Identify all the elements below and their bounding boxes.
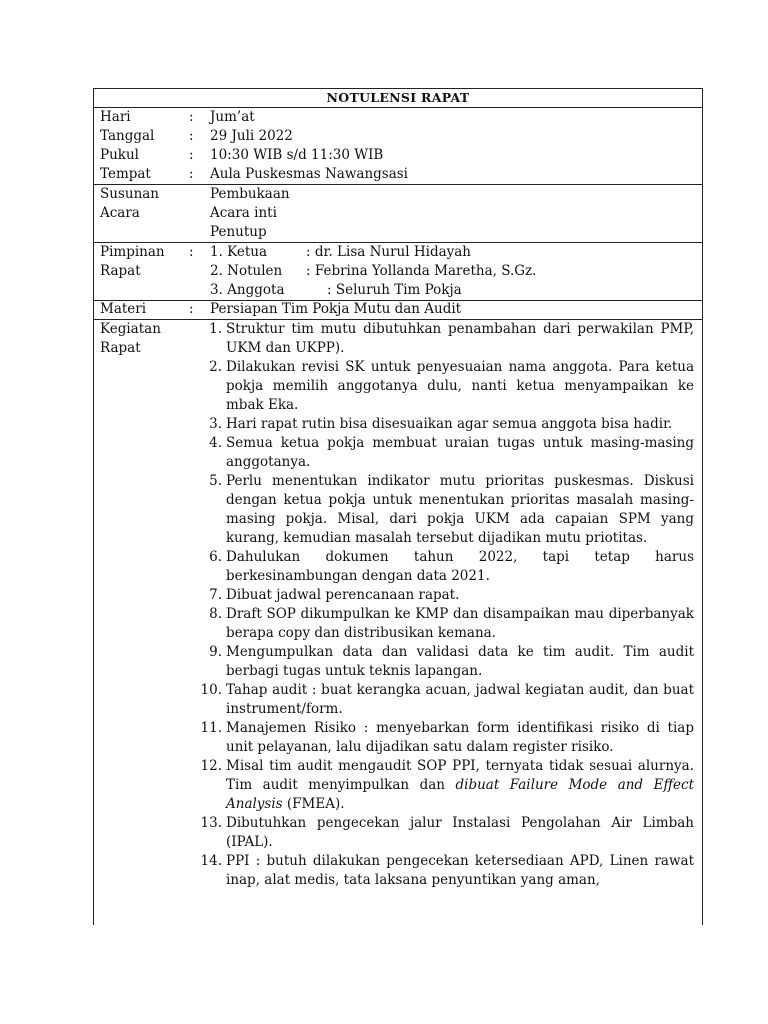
item-text: Struktur tim mutu dibutuhkan penambahan dari perwakilan PMP, UKM dan UKPP).: [226, 321, 694, 356]
list-item: [200, 434, 694, 472]
list-item: [200, 415, 694, 434]
label-line: Susunan: [100, 186, 160, 202]
leader-notulen: [210, 262, 536, 281]
agenda-section: [94, 185, 702, 243]
info-colons: [189, 108, 194, 184]
materi-label: Materi: [100, 301, 147, 317]
colon: :: [189, 128, 194, 144]
role-label: 3. Anggota: [210, 282, 285, 298]
label-line: Pimpinan: [100, 244, 165, 260]
leadership-label: [100, 243, 180, 281]
value-hari: Jum’at: [210, 109, 255, 125]
item-number: 7.: [209, 587, 222, 603]
item-text: Dahulukan dokumen tahun 2022, tapi tetap harus berkesinambungan dengan data 2021.: [226, 549, 694, 584]
value-pukul: 10:30 WIB s/d 11:30 WIB: [210, 147, 384, 163]
label-tempat: Tempat: [100, 166, 151, 182]
role-name: : dr. Lisa Nurul Hidayah: [306, 244, 471, 260]
list-item: [200, 548, 694, 586]
colon: :: [189, 109, 194, 125]
label-line: Acara: [100, 205, 140, 221]
role-name: : Febrina Yollanda Maretha, S.Gz.: [306, 263, 537, 279]
value-tempat: Aula Puskesmas Nawangsasi: [210, 166, 408, 182]
role-label: 2. Notulen: [210, 263, 283, 279]
item-text: Draft SOP dikumpulkan ke KMP dan disampaikan mau diperbanyak berapa copy dan distribusikan kemana.: [226, 606, 694, 641]
label-hari: Hari: [100, 109, 131, 125]
activities-label: [100, 320, 180, 358]
colon: :: [189, 166, 194, 182]
item-number: 13.: [200, 815, 222, 831]
item-text: Dilakukan revisi SK untuk penyesuaian nama anggota. Para ketua pokja memilih anggotanya dulu, nanti ketua menyampaikan ke mbak Eka.: [226, 359, 694, 413]
item-text: Tahap audit : buat kerangka acuan, jadwal kegiatan audit, dan buat instrument/form.: [226, 682, 694, 717]
leadership-section: [94, 243, 702, 301]
item-text: Manajemen Risiko : menyebarkan form identifikasi risiko di tiap unit pelayanan, lalu dijadikan satu dalam register risiko.: [226, 720, 694, 755]
label-line: Kegiatan: [100, 321, 161, 337]
item-text: Misal tim audit mengaudit SOP PPI, ternyata tidak sesuai alurnya. Tim audit menyimpulkan dan: [226, 758, 694, 793]
list-item: [200, 586, 694, 605]
agenda-item: Pembukaan: [210, 186, 290, 202]
document-title: NOTULENSI RAPAT: [94, 89, 702, 108]
item-text: (FMEA).: [282, 796, 345, 812]
activities-section: [94, 320, 702, 925]
item-number: 12.: [200, 758, 222, 774]
item-text: Dibuat jadwal perencanaan rapat.: [226, 587, 460, 603]
materi-section: [94, 301, 702, 320]
list-item: [200, 605, 694, 643]
leadership-items: [210, 243, 536, 300]
item-number: 2.: [209, 359, 222, 375]
minutes-document: [93, 88, 703, 925]
item-number: 4.: [209, 435, 222, 451]
list-item: [200, 643, 694, 681]
item-text: Perlu menentukan indikator mutu prioritas puskesmas. Diskusi dengan ketua pokja untuk menentukan prioritas masalah masing-masing pokja. Misal, dari pokja UKM ada capaian SPM yang kurang, kemudian masalah tersebut dijadikan mutu priotitas.: [226, 473, 694, 546]
colon: :: [189, 301, 194, 317]
colon: :: [189, 244, 194, 260]
agenda-label: [100, 185, 180, 223]
item-text: Dibutuhkan pengecekan jalur Instalasi Pengolahan Air Limbah (IPAL).: [226, 815, 694, 850]
list-item: [200, 681, 694, 719]
list-item: [200, 852, 694, 890]
activities-list: [200, 320, 694, 890]
leader-ketua: [210, 243, 536, 262]
item-text-italic: dibuat Failure Mode and Effect Analysis: [226, 777, 694, 812]
label-line: Rapat: [100, 263, 141, 279]
item-number: 10.: [200, 682, 222, 698]
materi-value: Persiapan Tim Pokja Mutu dan Audit: [210, 301, 462, 317]
label-pukul: Pukul: [100, 147, 139, 163]
item-text: Mengumpulkan data dan validasi data ke tim audit. Tim audit berbagi tugas untuk teknis lapangan.: [226, 644, 694, 679]
item-text: Hari rapat rutin bisa disesuaikan agar semua anggota bisa hadir.: [226, 416, 673, 432]
role-label: 1. Ketua: [210, 244, 268, 260]
value-tanggal: 29 Juli 2022: [210, 128, 293, 144]
item-number: 8.: [209, 606, 222, 622]
list-item: [200, 814, 694, 852]
info-values: [210, 108, 408, 184]
item-text: Semua ketua pokja membuat uraian tugas untuk masing-masing anggotanya.: [226, 435, 694, 470]
label-line: Rapat: [100, 340, 141, 356]
agenda-items: [210, 185, 290, 242]
item-number: 1.: [209, 321, 222, 337]
label-tanggal: Tanggal: [100, 128, 155, 144]
item-number: 14.: [200, 853, 222, 869]
agenda-item: Acara inti: [210, 205, 277, 221]
leader-anggota: [210, 281, 536, 300]
list-item: [200, 358, 694, 415]
list-item: [200, 320, 694, 358]
item-number: 3.: [209, 416, 222, 432]
colon: :: [189, 147, 194, 163]
info-labels: [100, 108, 180, 184]
item-number: 5.: [209, 473, 222, 489]
list-item: [200, 472, 694, 548]
meeting-info-section: [94, 108, 702, 185]
item-number: 9.: [209, 644, 222, 660]
item-text: PPI : butuh dilakukan pengecekan ketersediaan APD, Linen rawat inap, alat medis, tata laksana penyuntikan yang aman,: [226, 853, 694, 888]
agenda-item: Penutup: [210, 224, 267, 240]
item-number: 6.: [209, 549, 222, 565]
list-item: [200, 757, 694, 814]
item-number: 11.: [200, 720, 222, 736]
role-name: : Seluruh Tim Pokja: [327, 282, 462, 298]
list-item: [200, 719, 694, 757]
